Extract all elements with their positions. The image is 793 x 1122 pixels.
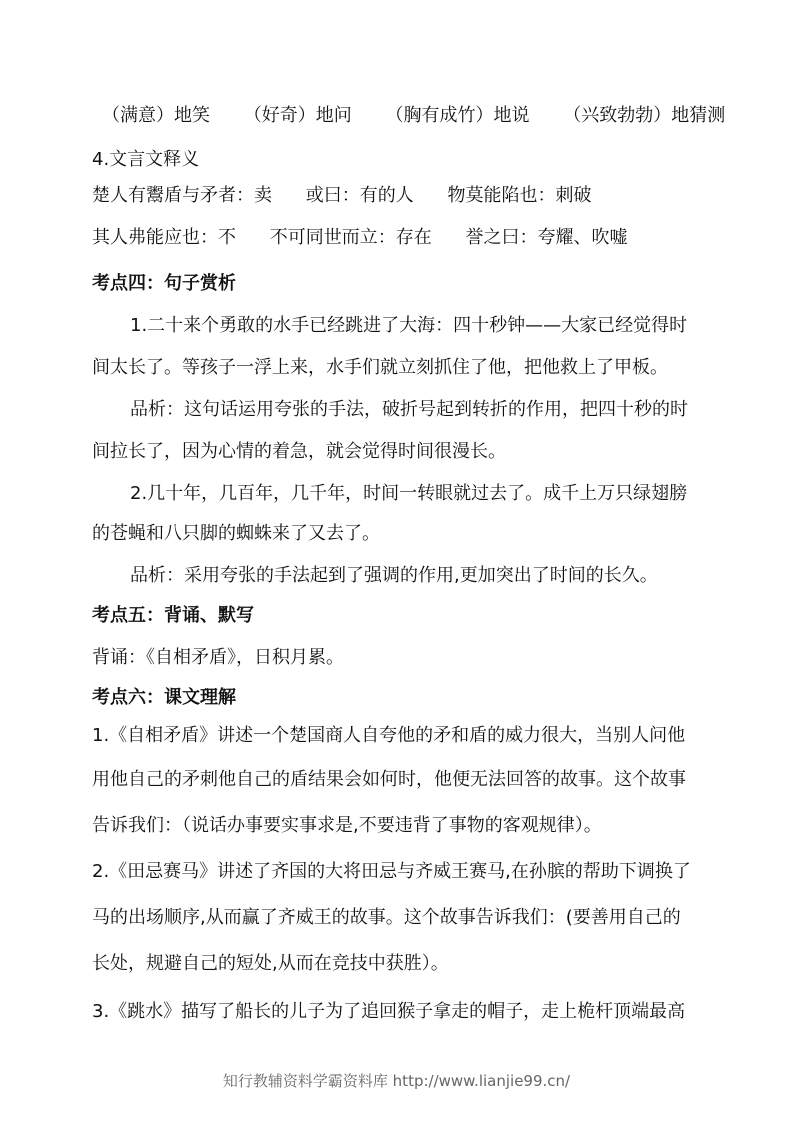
- section-label-classical: 4.文言文释义: [92, 149, 200, 170]
- sentence-1-line-2: 间太长了。等孩子一浮上来，水手们就立刻抓住了他，把他救上了甲板。: [92, 357, 668, 378]
- gloss-item: 其人弗能应也：不: [92, 227, 236, 248]
- lesson-2-line-1: 2.《田忌赛马》讲述了齐国的大将田忌与齐威王赛马,在孙膑的帮助下调换了: [92, 861, 691, 882]
- phrase-item: （兴致勃勃）地猜测: [563, 105, 726, 126]
- footer-watermark: 知行教辅资料学霸资料库 http://www.lianjie99.cn/: [222, 1072, 571, 1090]
- heading-point-4: 考点四：句子赏析: [92, 273, 236, 294]
- classical-gloss-row-1: [92, 184, 711, 208]
- lesson-3-line-1: 3.《跳水》描写了船长的儿子为了追回猴子拿走的帽子，走上桅杆顶端最高: [92, 1001, 686, 1022]
- lesson-1-line-1: 1.《自相矛盾》讲述一个楚国商人自夸他的矛和盾的威力很大，当别人问他: [92, 725, 686, 746]
- phrase-item: （好奇）地问: [243, 105, 352, 126]
- phrase-item: （胸有成竹）地说: [385, 105, 530, 126]
- analysis-1-line-1: 品析：这句话运用夸张的手法，破折号起到转折的作用，把四十秒的时: [130, 399, 688, 420]
- lesson-1-line-3: 告诉我们：（说话办事要实事求是,不要违背了事物的客观规律）。: [92, 815, 602, 836]
- sentence-1-line-1: 1.二十来个勇敢的水手已经跳进了大海：四十秒钟——大家已经觉得时: [130, 315, 688, 336]
- gloss-item: 楚人有鬻盾与矛者：卖: [92, 185, 272, 206]
- phrase-list: [92, 104, 726, 128]
- heading-point-5: 考点五：背诵、默写: [92, 605, 254, 626]
- gloss-item: 或曰：有的人: [305, 185, 414, 206]
- lesson-1-line-2: 用他自己的矛刺他自己的盾结果会如何时，他便无法回答的故事。这个故事: [92, 769, 686, 790]
- heading-point-6: 考点六：课文理解: [92, 687, 236, 708]
- classical-gloss-row-2: [92, 226, 711, 250]
- gloss-item: 物莫能陷也：刺破: [447, 185, 592, 206]
- phrase-item: （满意）地笑: [102, 105, 210, 126]
- lesson-2-line-3: 长处，规避自己的短处,从而在竞技中获胜）。: [92, 953, 449, 974]
- analysis-1-line-2: 间拉长了，因为心情的着急，就会觉得时间很漫长。: [92, 441, 506, 462]
- gloss-item: 不可同世而立：存在: [269, 227, 432, 248]
- gloss-item: 誉之曰：夸耀、吹嘘: [465, 227, 628, 248]
- analysis-2: 品析：采用夸张的手法起到了强调的作用,更加突出了时间的长久。: [130, 565, 658, 586]
- recitation-note: 背诵：《自相矛盾》，日积月累。: [92, 647, 344, 668]
- sentence-2-line-1: 2.几十年，几百年，几千年，时间一转眼就过去了。成千上万只绿翅膀: [130, 483, 688, 504]
- lesson-2-line-2: 马的出场顺序,从而赢了齐威王的故事。这个故事告诉我们：(要善用自己的: [92, 907, 681, 928]
- sentence-2-line-2: 的苍蝇和八只脚的蜘蛛来了又去了。: [92, 523, 380, 544]
